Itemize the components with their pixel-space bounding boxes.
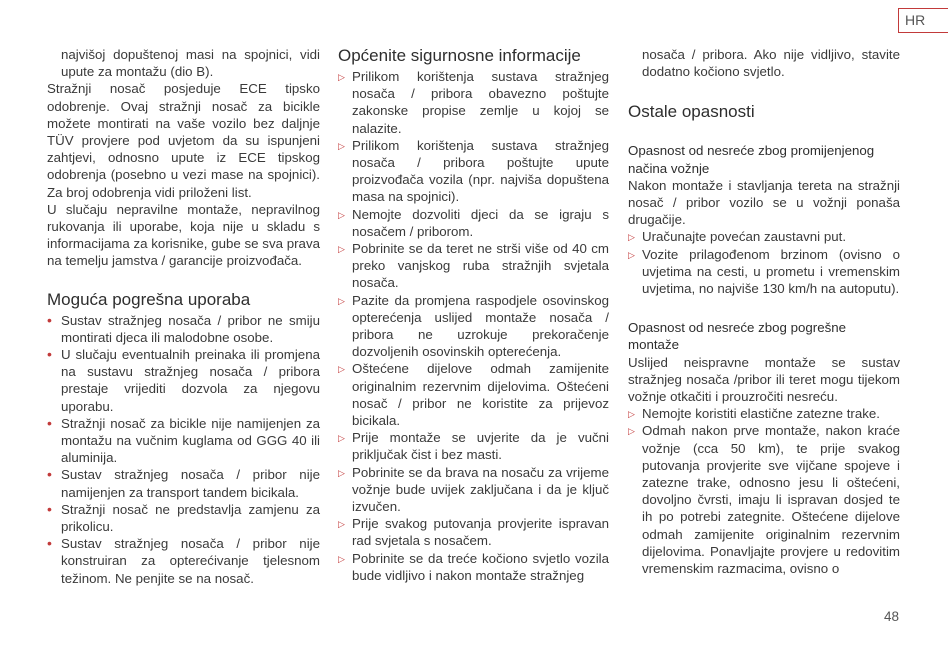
faulty-mounting-paragraph: Uslijed neispravne montaže se sustav stražnjeg nosača /pribor ili teret mogu tijekom vožnje otkačiti i prouzročiti nesreću. [628,354,900,405]
ece-approval-paragraph: Stražnji nosač posjeduje ECE tipsko odobrenje. Ovaj stražnji nosač za bicikle možete montirati na vaše vozilo bez daljnje TÜV provjere pod uvjetom da su ispunjeni zahtjevi, odnosno upute iz ECE tipskog odobrenja (posebno u vezi mase na spojnici). Za broj odobrenja vidi priloženi list. [47,81,320,200]
column-2 [338,46,609,584]
misuse-item: • U slučaju eventualnih preinaka ili promjena na sustavu stražnjeg nosača / pribora prestaje vrijediti dozvola za njegovu uporabu. [47,346,320,415]
language-badge: HR [898,8,948,33]
warranty-paragraph: U slučaju nepravilne montaže, nepravilnog rukovanja ili uporabe, koja nije u skladu s informacijama za korisnike, gube se sva prava na temelju jamstva / garancije proizvođača. [47,201,320,269]
driving-behaviour-item: ▷ Uračunajte povećan zaustavni put. [628,228,900,245]
safety-item: ▷ Pobrinite se da treće kočiono svjetlo vozila bude vidljivo i nakon montaže stražnjeg [338,550,609,584]
misuse-heading: Moguća pogrešna uporaba [47,289,251,309]
misuse-item: • Stražnji nosač za bicikle nije namijenjen za montažu na vučnim kuglama od GGG 40 ili aluminija. [47,415,320,467]
safety-item: ▷ Pazite da promjena raspodjele osovinskog opterećenja uslijed montaže nosača / pribora ne uzrokuje prekoračenje dozvoljenih osovinskih opterećenja. [338,292,609,361]
driving-behaviour-item: ▷ Vozite prilagođenom brzinom (ovisno o uvjetima na cesti, u prometu i vremenskim uvjetima, no najviše 130 km/h na autoputu). [628,246,900,298]
faulty-mounting-item: ▷ Nemojte koristiti elastične zatezne trake. [628,405,900,422]
other-dangers-heading: Ostale opasnosti [628,102,755,122]
misuse-item: • Stražnji nosač ne predstavlja zamjenu za prikolicu. [47,501,320,535]
safety-item: ▷ Prilikom korištenja sustava stražnjeg nosača / pribora poštujte upute proizvođača vozila (npr. najviša dopuštena masa na spojnici). [338,137,609,206]
driving-behaviour-paragraph: Nakon montaže i stavljanja tereta na stražnji nosač / pribor vozilo se u vožnji ponaša drugačije. [628,177,900,228]
brake-light-paragraph-continued: nosača / pribora. Ako nije vidljivo, stavite dodatno kočiono svjetlo. [642,47,900,80]
misuse-item: • Sustav stražnjeg nosača / pribor nije namijenjen za transport tandem bicikala. [47,466,320,500]
safety-heading: Općenite sigurnosne informacije [338,46,581,65]
driving-behaviour-list [628,228,900,297]
safety-list [338,68,609,584]
faulty-mounting-subheading: Opasnost od nesreće zbog pogrešne montaže [628,320,847,353]
column-1 [47,46,320,587]
page-number: 48 [884,609,900,624]
faulty-mounting-list [628,405,900,577]
column-3 [628,46,900,577]
intro-paragraph-continued: najvišoj dopuštenoj masi na spojnici, vidi upute za montažu (dio B). [61,47,320,80]
driving-behaviour-subheading: Opasnost od nesreće zbog promijenjenog načina vožnje [628,143,875,176]
misuse-list [47,312,320,587]
safety-item: ▷ Oštećene dijelove odmah zamijenite originalnim rezervnim dijelovima. Oštećeni nosač / pribor ne koristite za prijevoz bicikala. [338,360,609,429]
faulty-mounting-item: ▷ Odmah nakon prve montaže, nakon kraće vožnje (cca 50 km), te prije svakog putovanja provjerite sve vijčane spojeve i zatezne trake, odnosno jesu li oštećeni, dovoljno čvrsti, imaju li ispravan dosjed te ih po potrebi zategnite. Oštećene dijelove odmah zamijenite originalnim rezervnim dijelovima. Ponavljajte provjere u redovitim vremenskim razmacima, ovisno o [628,422,900,577]
safety-item: ▷ Prije montaže se uvjerite da je vučni priključak čist i bez masti. [338,429,609,463]
safety-item: ▷ Pobrinite se da brava na nosaču za vrijeme vožnje bude uvijek zaključana i da je ključ izvučen. [338,464,609,516]
safety-item: ▷ Prilikom korištenja sustava stražnjeg nosača / pribora obavezno poštujte zakonske propise zemlje u kojoj se nalazite. [338,68,609,137]
safety-item: ▷ Pobrinite se da teret ne strši više od 40 cm preko vanjskog ruba stražnjih svjetala nosača. [338,240,609,292]
misuse-item: • Sustav stražnjeg nosača / pribor ne smiju montirati djeca ili malodobne osobe. [47,312,320,346]
safety-item: ▷ Prije svakog putovanja provjerite ispravan rad svjetala s nosačem. [338,515,609,549]
safety-item: ▷ Nemojte dozvoliti djeci da se igraju s nosačem / priborom. [338,206,609,240]
misuse-item: • Sustav stražnjeg nosača / pribor nije konstruiran za opterećivanje tjelesnom težinom. Ne penjite se na nosač. [47,535,320,587]
